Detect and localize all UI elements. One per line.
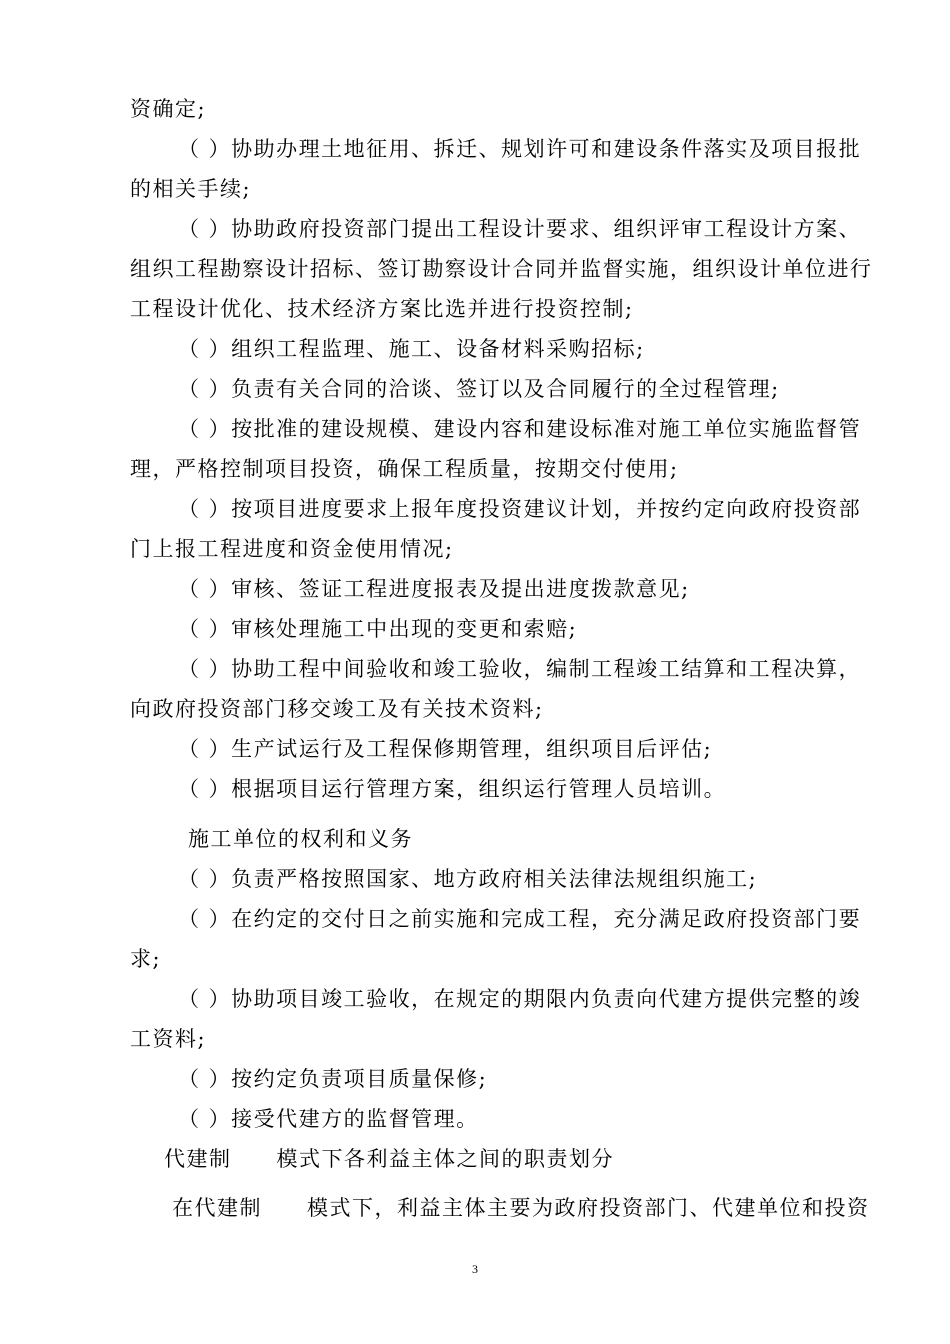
page-number: 3 — [472, 1262, 478, 1276]
text-line: 工程设计优化、技术经济方案比选并进行投资控制; — [130, 297, 634, 321]
text-line: 组织工程勘察设计招标、签订勘察设计合同并监督实施，组织设计单位进行 — [130, 257, 873, 281]
text-line: 求; — [130, 947, 162, 971]
text-line: （ ）按批准的建设规模、建设内容和建设标准对施工单位实施监督管 — [178, 417, 862, 441]
text-line: （ ）根据项目运行管理方案，组织运行管理人员培训。 — [178, 777, 727, 801]
text-line: （ ）审核处理施工中出现的变更和索赔; — [178, 617, 578, 641]
text-line: （ ）协助办理土地征用、拆迁、规划许可和建设条件落实及项目报批 — [178, 137, 862, 161]
text-line: （ ）生产试运行及工程保修期管理，组织项目后评估; — [178, 737, 713, 761]
text-line: 门上报工程进度和资金使用情况; — [130, 537, 454, 561]
text-line: （ ）协助工程中间验收和竣工验收，编制工程竣工结算和工程决算， — [178, 657, 862, 681]
text-line: （ ）在约定的交付日之前实施和完成工程，充分满足政府投资部门要 — [178, 907, 862, 931]
text-line: （ ）按约定负责项目质量保修; — [178, 1067, 488, 1091]
text-line: （ ）按项目进度要求上报年度投资建议计划，并按约定向政府投资部 — [178, 497, 862, 521]
text-line: （ ）协助政府投资部门提出工程设计要求、组织评审工程设计方案、 — [178, 217, 862, 241]
section-heading: 施工单位的权利和义务 — [188, 827, 413, 851]
text-line: （ ）协助项目竣工验收，在规定的期限内负责向代建方提供完整的竣 — [178, 987, 862, 1011]
section-heading: 代建制 模式下各利益主体之间的职责划分 — [164, 1147, 614, 1171]
text-line: 的相关手续; — [130, 177, 252, 201]
text-line: （ ）负责有关合同的洽谈、签订以及合同履行的全过程管理; — [178, 377, 780, 401]
text-line: （ ）负责严格按照国家、地方政府相关法律法规组织施工; — [178, 867, 758, 891]
text-line: 向政府投资部门移交竣工及有关技术资料; — [130, 697, 544, 721]
text-line: 理，严格控制项目投资，确保工程质量，按期交付使用; — [130, 457, 679, 481]
text-line: （ ）审核、签证工程进度报表及提出进度拨款意见; — [178, 577, 690, 601]
text-line: （ ）组织工程监理、施工、设备材料采购招标; — [178, 337, 645, 361]
text-line: 在代建制 模式下，利益主体主要为政府投资部门、代建单位和投资 — [172, 1196, 870, 1220]
text-line: （ ）接受代建方的监督管理。 — [178, 1107, 479, 1131]
text-line: 资确定; — [130, 97, 207, 121]
text-line: 工资料; — [130, 1027, 207, 1051]
